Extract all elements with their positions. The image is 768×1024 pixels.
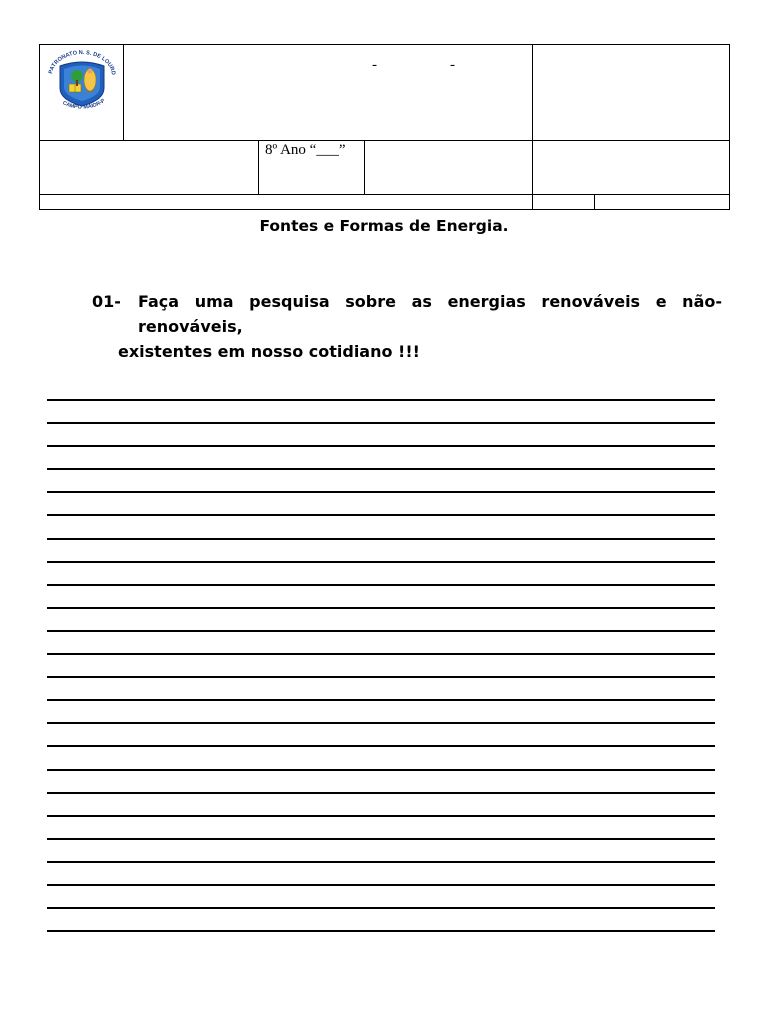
answer-line	[47, 907, 715, 930]
answer-line	[47, 514, 715, 537]
answer-line	[47, 491, 715, 514]
question-text-line1: Faça uma pesquisa sobre as energias renováveis e não-renováveis,	[138, 292, 722, 336]
answer-line	[47, 607, 715, 630]
logo-cell	[40, 45, 124, 141]
answer-line	[47, 930, 715, 953]
value-cell	[595, 195, 730, 210]
header-table	[39, 44, 730, 210]
answer-line	[47, 468, 715, 491]
answer-line	[47, 769, 715, 792]
school-logo	[46, 50, 118, 110]
number-cell	[533, 195, 595, 210]
title-dash: -	[450, 57, 455, 73]
answer-line	[47, 699, 715, 722]
answer-line	[47, 792, 715, 815]
answer-line	[47, 422, 715, 445]
grade-box-cell	[533, 45, 730, 141]
answer-line	[47, 630, 715, 653]
student-name-cell	[40, 141, 259, 195]
answer-line	[47, 838, 715, 861]
question-01	[92, 289, 722, 364]
grade-cell	[259, 141, 365, 195]
answer-lines	[47, 399, 715, 953]
answer-line	[47, 861, 715, 884]
answer-line	[47, 561, 715, 584]
answer-line	[47, 722, 715, 745]
shift-cell	[365, 141, 533, 195]
school-name-cell	[124, 45, 533, 141]
question-number: 01-	[92, 292, 121, 311]
answer-line	[47, 399, 715, 422]
answer-line	[47, 584, 715, 607]
grade-label: 8º Ano “___”	[265, 142, 346, 158]
svg-text:CAMPO MAIOR-PI: CAMPO MAIOR-P	[61, 97, 107, 110]
answer-line	[47, 653, 715, 676]
title-dash: -	[372, 57, 377, 73]
document-title: Fontes e Formas de Energia.	[259, 217, 509, 235]
answer-line	[47, 884, 715, 907]
answer-line	[47, 538, 715, 561]
answer-line	[47, 445, 715, 468]
answer-line	[47, 815, 715, 838]
answer-line	[47, 676, 715, 699]
question-text-line2: existentes em nosso cotidiano !!!	[118, 342, 420, 361]
date-cell	[533, 141, 730, 195]
teacher-cell	[40, 195, 533, 210]
answer-line	[47, 745, 715, 768]
svg-text:PATRONATO N. S. DE LOURDES: PATRONATO N. S. DE LOURD	[48, 50, 117, 76]
